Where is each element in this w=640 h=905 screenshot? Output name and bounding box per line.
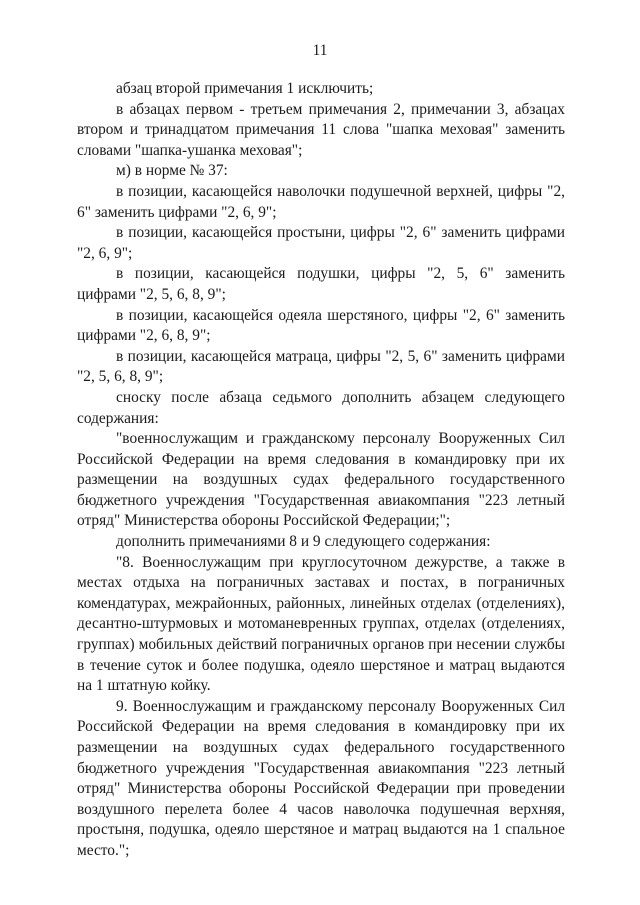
paragraph-11: дополнить примечаниями 8 и 9 следующего содержания: bbox=[116, 533, 491, 551]
paragraph-5: в позиции, касающейся простыни, цифры "2, 6" заменить цифрами "2, 6, 9"; bbox=[77, 224, 565, 262]
paragraph-12: "8. Военнослужащим при круглосуточном дежурстве, а также в местах отдыха на пограничных заставах и постах, в пограничных комендатурах, межрайонных, районных, линейных отделах (отделениях), десантно-штурмовых и мотоманевренных группах, отделах (отделениях, группах) мобильных действий пограничных органов при несении службы в течение суток и более подушка, одеяло шерстяное и матрац выдаются на 1 штатную койку. bbox=[77, 553, 565, 695]
paragraph-9: сноску после абзаца седьмого дополнить абзацем следующего содержания: bbox=[77, 388, 565, 427]
paragraph-4: в позиции, касающейся наволочки подушечной верхней, цифры "2, 6" заменить цифрами "2, 6, 9"; bbox=[77, 182, 565, 221]
page-number: 11 bbox=[312, 42, 328, 59]
paragraph-13: 9. Военнослужащим и гражданскому персоналу Вооруженных Сил Российской Федерации на время следования в командировку при их размещении на воздушных судах федерального государственного бюджетного учреждения "Государственная авиакомпания "223 летный отряд" Министерства обороны Российской Федерации при проведении воздушного перелета более 4 часов наволочка подушечная верхняя, простыня, подушка, одеяло шерстяное и матрац выдаются на 1 спальное место."; bbox=[77, 697, 565, 859]
document-body bbox=[77, 79, 565, 862]
paragraph-1: абзац второй примечания 1 исключить; bbox=[116, 80, 374, 97]
paragraph-3: м) в норме № 37: bbox=[116, 162, 228, 180]
paragraph-8: в позиции, касающейся матраца, цифры "2, 5, 6" заменить цифрами "2, 5, 6, 8, 9"; bbox=[77, 347, 565, 386]
paragraph-2: в абзацах первом - третьем примечания 2, примечании 3, абзацах втором и тринадцатом примечания 11 слова "шапка меховая" заменить словами "шапка-ушанка меховая"; bbox=[77, 100, 565, 159]
paragraph-7: в позиции, касающейся одеяла шерстяного, цифры "2, 6" заменить цифрами "2, 6, 8, 9"; bbox=[77, 306, 565, 345]
paragraph-10: "военнослужащим и гражданскому персоналу Вооруженных Сил Российской Федерации на время следования в командировку при их размещении на воздушных судах федерального государственного бюджетного учреждения "Государственная авиакомпания "223 летный отряд" Министерства обороны Российской Федерации;"; bbox=[77, 430, 565, 530]
paragraph-6: в позиции, касающейся подушки, цифры "2, 5, 6" заменить цифрами "2, 5, 6, 8, 9"; bbox=[77, 265, 565, 303]
